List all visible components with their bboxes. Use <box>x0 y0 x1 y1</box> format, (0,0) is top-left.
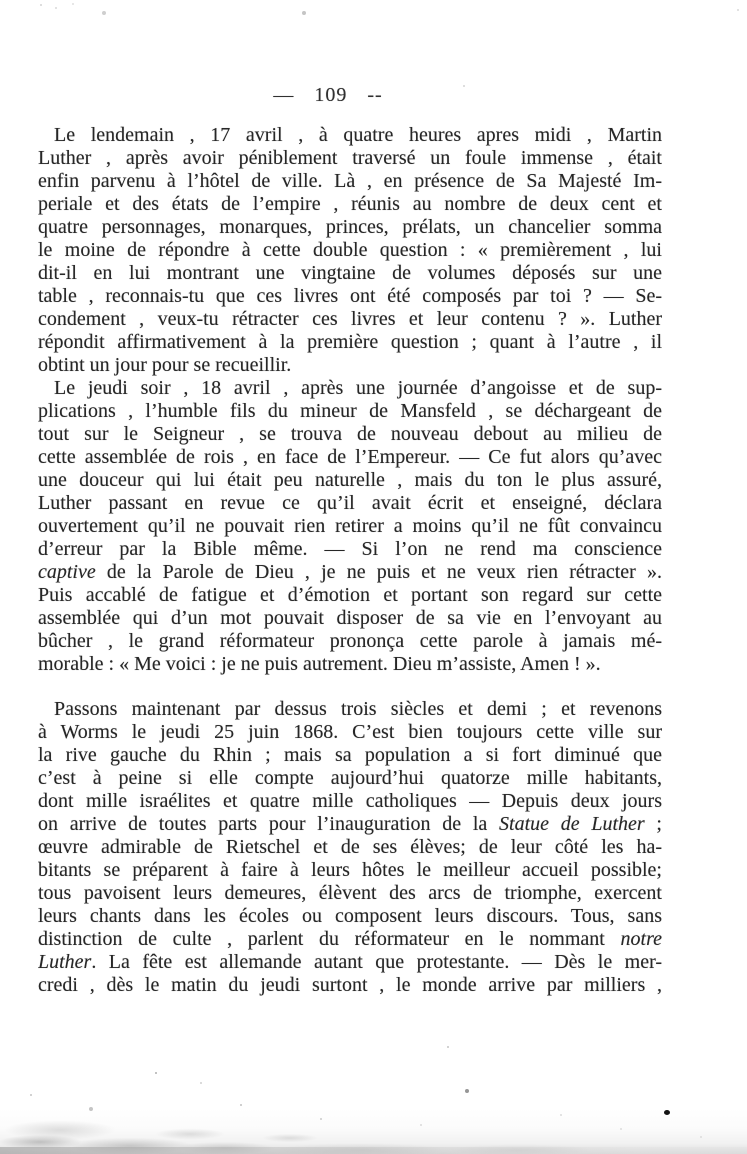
text-line <box>38 607 662 630</box>
text-line <box>38 515 662 538</box>
text-line <box>38 469 662 492</box>
text-line <box>38 813 662 836</box>
text-segment: plications , l’humble fils du mineur de Mansfeld , se déchargeant de <box>38 400 662 422</box>
text-segment: c’est à peine si elle compte aujourd’hui quatorze mille habitants, <box>38 767 662 789</box>
text-segment: obtint un jour pour se recueillir. <box>38 354 292 376</box>
text-line <box>38 836 662 859</box>
text-line <box>38 216 662 239</box>
text-segment: Puis accablé de fatigue et d’émotion et portant son regard sur cette <box>38 584 662 606</box>
text-segment: condement , veux-tu rétracter ces livres et leur contenu ? ». Luther <box>38 308 662 330</box>
ink-spot <box>664 1110 670 1115</box>
text-line <box>38 308 662 331</box>
text-segment: bitants se préparent à faire à leurs hôtes le meilleur accueil possible; <box>38 859 662 881</box>
text-line <box>38 744 662 767</box>
text-line <box>38 193 662 216</box>
text-segment: quatre personnages, monarques, princes, prélats, un chancelier somma <box>38 216 662 238</box>
text-line <box>38 928 662 951</box>
text-segment: ; <box>644 813 662 835</box>
paragraph <box>38 698 662 997</box>
text-line <box>38 859 662 882</box>
text-segment: leurs chants dans les écoles ou composent leurs discours. Tous, sans <box>38 905 662 927</box>
page-number: — 109 -- <box>273 84 383 106</box>
text-segment: distinction de culte , parlent du réformateur en le nommant <box>38 928 621 950</box>
scan-speckle-noise <box>0 0 2 2</box>
text-segment: Passons maintenant par dessus trois siècles et demi ; et revenons <box>54 698 662 720</box>
text-segment: une douceur qui lui était peu naturelle , mais du ton le plus assuré, <box>38 469 662 491</box>
scan-edge-noise <box>0 1088 747 1154</box>
text-line <box>38 882 662 905</box>
text-line <box>38 974 662 997</box>
text-segment: de la Parole de Dieu , je ne puis et ne veux rien rétracter ». <box>95 561 662 583</box>
text-segment: cette assemblée de rois , en face de l’Empereur. — Ce fut alors qu’avec <box>38 446 662 468</box>
text-segment: . La fête est allemande autant que protestante. — Dès le mer- <box>91 951 662 973</box>
paragraph <box>38 377 662 676</box>
text-segment: credi , dès le matin du jeudi surtont , le monde arrive par milliers , <box>38 974 662 996</box>
text-segment: on arrive de toutes parts pour l’inauguration de la <box>38 813 500 835</box>
text-line <box>38 446 662 469</box>
italic-text-segment: Luther <box>38 951 92 973</box>
text-segment: dit-il en lui montrant une vingtaine de volumes déposés sur une <box>38 262 662 284</box>
text-line <box>38 354 662 377</box>
page-text <box>38 124 662 997</box>
text-line <box>38 653 662 676</box>
text-segment: tout sur le Seigneur , se trouva de nouveau debout au milieu de <box>38 423 662 445</box>
text-segment: Le jeudi soir , 18 avril , après une journée d’angoisse et de sup- <box>54 377 662 399</box>
text-line <box>38 285 662 308</box>
text-segment: le moine de répondre à cette double question : « premièrement , lui <box>38 239 662 261</box>
text-line <box>38 561 662 584</box>
text-segment: morable : « Me voici : je ne puis autrement. Dieu m’assiste, Amen ! ». <box>38 653 601 675</box>
text-segment: enfin parvenu à l’hôtel de ville. Là , en présence de Sa Majesté Im- <box>38 170 662 192</box>
text-segment: répondit affirmativement à la première question ; quant à l’autre , il <box>38 331 662 353</box>
text-line <box>38 147 662 170</box>
text-segment: Luther passant en revue ce qu’il avait écrit et enseigné, déclara <box>38 492 662 514</box>
text-segment: Le lendemain , 17 avril , à quatre heures apres midi , Martin <box>54 124 662 146</box>
text-segment: tous pavoisent leurs demeures, élèvent des arcs de triomphe, exercent <box>38 882 662 904</box>
text-line <box>38 400 662 423</box>
paragraph <box>38 124 662 377</box>
text-line <box>38 630 662 653</box>
text-segment: d’erreur par la Bible même. — Si l’on ne rend ma conscience <box>38 538 662 560</box>
text-line <box>38 331 662 354</box>
text-segment: bûcher , le grand réformateur prononça cette parole à jamais mé- <box>38 630 662 652</box>
text-line <box>38 377 662 400</box>
text-segment: periale et des états de l’empire , réunis au nombre de deux cent et <box>38 193 662 215</box>
text-segment: œuvre admirable de Rietschel et de ses élèves; de leur côté les ha- <box>38 836 662 858</box>
text-line <box>38 239 662 262</box>
text-line <box>38 905 662 928</box>
text-segment: à Worms le jeudi 25 juin 1868. C’est bien toujours cette ville sur <box>38 721 662 743</box>
text-line <box>38 584 662 607</box>
text-line <box>38 951 662 974</box>
text-segment: table , reconnais-tu que ces livres ont été composés par toi ? — Se- <box>38 285 662 307</box>
text-segment: assemblée qui d’un mot pouvait disposer de sa vie en l’envoyant au <box>38 607 662 629</box>
text-line <box>38 124 662 147</box>
text-segment: Luther , après avoir péniblement traversé un foule immense , était <box>38 147 662 169</box>
text-line <box>38 170 662 193</box>
text-line <box>38 790 662 813</box>
italic-text-segment: notre <box>620 928 662 950</box>
text-segment: ouvertement qu’il ne pouvait rien retirer a moins qu’il ne fût convaincu <box>38 515 662 537</box>
text-line <box>38 262 662 285</box>
text-segment: la rive gauche du Rhin ; mais sa population a si fort diminué que <box>38 744 662 766</box>
text-line <box>38 423 662 446</box>
text-line <box>38 538 662 561</box>
text-line <box>38 492 662 515</box>
italic-text-segment: captive <box>38 561 96 583</box>
text-line <box>38 721 662 744</box>
text-line <box>38 698 662 721</box>
italic-text-segment: Statue de Luther <box>499 813 645 835</box>
text-segment: dont mille israélites et quatre mille catholiques — Depuis deux jours <box>38 790 662 812</box>
text-line <box>38 767 662 790</box>
